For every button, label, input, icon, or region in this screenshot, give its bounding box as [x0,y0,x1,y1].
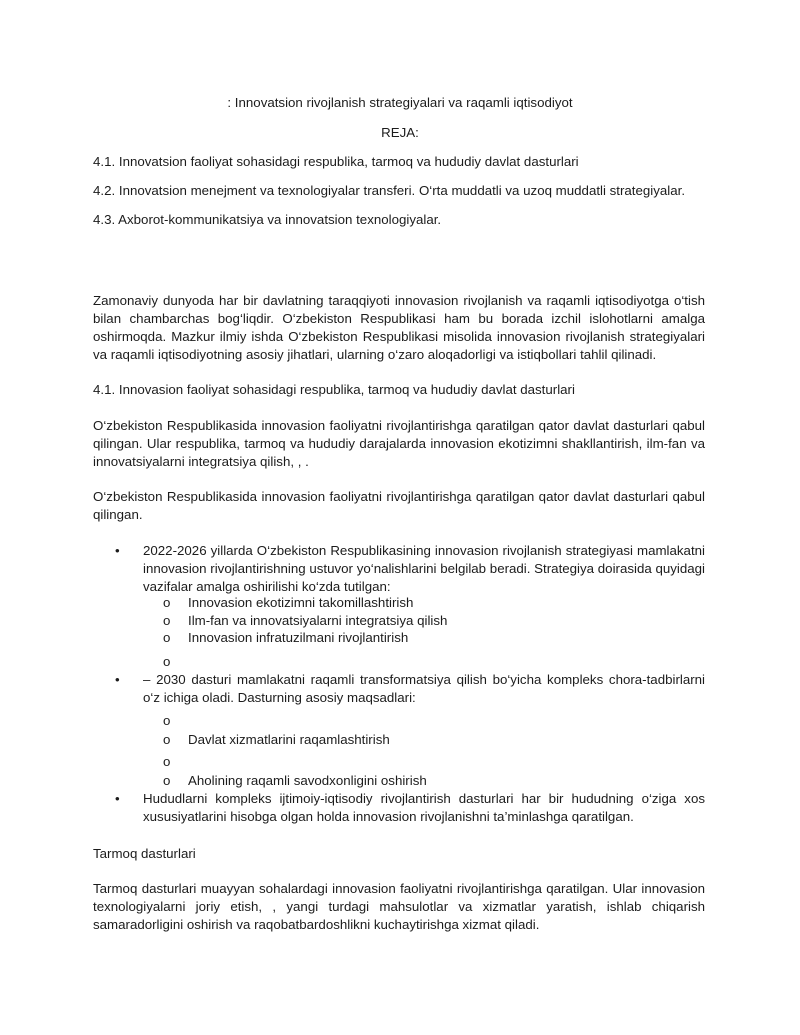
section-heading: 4.1. Innovasion faoliyat sohasidagi respublika, tarmoq va hududiy davlat dasturlari [93,382,575,397]
bullet-marker: • [115,543,120,558]
body-paragraph: O‘zbekiston Respublikasida innovasion faoliyatni rivojlantirishga qaratilgan qator davlat dasturlari qabul qilingan. Ular respublika, tarmoq va hududiy darajalarda innovasion ekotizimni shakllantirish, ilm-fan va innovatsiyalarni integratsiya qilish, , . [93,418,705,469]
subitem-text: Innovasion infratuzilmani rivojlantirish [188,630,409,645]
bullet-text: – 2030 dasturi mamlakatni raqamli transformatsiya qilish bo‘yicha kompleks chora-tadbirlarni o‘z ichiga oladi. Dasturning asosiy maqsadlari: [143,672,705,705]
bullet-marker: • [115,791,120,806]
bullet-text: Hududlarni kompleks ijtimoiy-iqtisodiy rivojlantirish dasturlari har bir hududning o‘ziga xos xususiyatlarini hisobga olgan holda innovasion rivojlanishni ta’minlashga qaratilgan. [143,791,705,824]
body-paragraph: O‘zbekiston Respublikasida innovasion faoliyatni rivojlantirishga qaratilgan qator davlat dasturlari qabul qilingan. [93,489,705,522]
subitem-marker: o [163,654,171,669]
subitem-marker: o [163,713,171,728]
subitem-text: Innovasion ekotizimni takomillashtirish [188,595,414,610]
bullet-text: 2022-2026 yillarda O‘zbekiston Respublikasining innovasion rivojlanish strategiyasi mamlakatni innovasion rivojlantirishning ustuvor yo‘nalishlarini belgilab beradi. Strategiya doirasida quyidagi vazifalar amalga oshirilishi ko‘zda tutilgan: [143,543,705,594]
body-paragraph: Tarmoq dasturlari muayyan sohalardagi innovasion faoliyatni rivojlantirishga qaratilgan. Ular innovasion texnologiyalarni joriy etish, , yangi turdagi mahsulotlar va xizmatlar yaratish, ishlab chiqarish samaradorligini oshirish va raqobatbardoshlikni kuchaytirishga xizmat qiladi. [93,881,705,932]
subitem-marker: o [163,754,171,769]
subitem-marker: o [163,595,171,610]
subitem-marker: o [163,630,171,645]
subitem-text: Aholining raqamli savodxonligini oshirish [188,773,427,788]
plan-heading: REJA: [381,125,419,140]
subitem-marker: o [163,613,171,628]
subitem-marker: o [163,732,171,747]
subitem-text: Ilm-fan va innovatsiyalarni integratsiya qilish [188,613,448,628]
intro-paragraph: Zamonaviy dunyoda har bir davlatning taraqqiyoti innovasion rivojlanish va raqamli iqtisodiyotga o‘tish bilan chambarchas bog‘liqdir. O‘zbekiston Respublikasi ham bu borada izchil islohotlarni amalga oshirmoqda. Mazkur ilmiy ishda O‘zbekiston Respublikasi misolida innovasion rivojlanish strategiyalari va raqamli iqtisodiyotning asosiy jihatlari, ularning o‘zaro aloqadorligi va istiqbollari tahlil qilinadi. [93,293,705,362]
subitem-marker: o [163,773,171,788]
plan-item: 4.3. Axborot-kommunikatsiya va innovatsion texnologiyalar. [93,212,442,227]
plan-item: 4.2. Innovatsion menejment va texnologiyalar transferi. O‘rta muddatli va uzoq muddatli strategiyalar. [93,183,686,198]
subheading: Tarmoq dasturlari [93,846,196,861]
bullet-marker: • [115,672,120,687]
plan-item: 4.1. Innovatsion faoliyat sohasidagi respublika, tarmoq va hududiy davlat dasturlari [93,154,579,169]
document-title: : Innovatsion rivojlanish strategiyalari va raqamli iqtisodiyot [227,95,573,110]
subitem-text: Davlat xizmatlarini raqamlashtirish [188,732,390,747]
